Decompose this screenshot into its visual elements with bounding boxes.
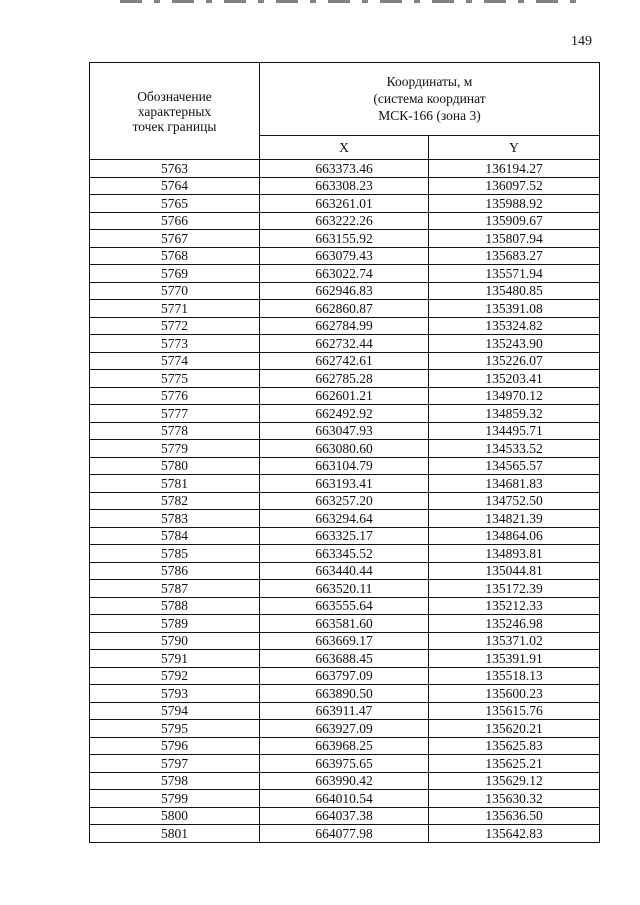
y-coordinate-cell: 135212.33 — [429, 597, 600, 615]
table-row — [90, 510, 600, 528]
y-coordinate-cell: 135683.27 — [429, 247, 600, 265]
table-row — [90, 475, 600, 493]
x-coordinate-cell: 663990.42 — [260, 772, 429, 790]
y-coordinate-cell: 134859.32 — [429, 405, 600, 423]
point-id-cell: 5767 — [90, 230, 260, 248]
x-coordinate-cell: 663927.09 — [260, 720, 429, 738]
table-body — [90, 160, 600, 843]
point-id-cell: 5778 — [90, 422, 260, 440]
x-coordinate-cell: 663520.11 — [260, 580, 429, 598]
table-row — [90, 212, 600, 230]
y-coordinate-cell: 135243.90 — [429, 335, 600, 353]
table-row — [90, 247, 600, 265]
y-coordinate-cell: 134970.12 — [429, 387, 600, 405]
point-id-cell: 5780 — [90, 457, 260, 475]
y-coordinate-cell: 135480.85 — [429, 282, 600, 300]
point-id-cell: 5787 — [90, 580, 260, 598]
table-row — [90, 265, 600, 283]
table-row — [90, 737, 600, 755]
x-coordinate-cell: 663104.79 — [260, 457, 429, 475]
table-row — [90, 597, 600, 615]
point-id-cell: 5772 — [90, 317, 260, 335]
point-id-cell: 5796 — [90, 737, 260, 755]
x-coordinate-cell: 662784.99 — [260, 317, 429, 335]
y-coordinate-cell: 135571.94 — [429, 265, 600, 283]
point-id-cell: 5764 — [90, 177, 260, 195]
table-row — [90, 492, 600, 510]
table-row — [90, 405, 600, 423]
table-row — [90, 807, 600, 825]
point-id-cell: 5765 — [90, 195, 260, 213]
x-coordinate-cell: 663911.47 — [260, 702, 429, 720]
table-row — [90, 632, 600, 650]
point-id-cell: 5801 — [90, 825, 260, 843]
table-row — [90, 580, 600, 598]
point-id-cell: 5776 — [90, 387, 260, 405]
table-row — [90, 230, 600, 248]
table-row — [90, 282, 600, 300]
table-row — [90, 177, 600, 195]
x-coordinate-cell: 662601.21 — [260, 387, 429, 405]
point-id-cell: 5779 — [90, 440, 260, 458]
point-id-cell: 5789 — [90, 615, 260, 633]
x-coordinate-cell: 664037.38 — [260, 807, 429, 825]
header-point-designation: Обозначение характерных точек границы — [90, 63, 260, 160]
table-row — [90, 457, 600, 475]
point-id-cell: 5775 — [90, 370, 260, 388]
y-coordinate-cell: 134565.57 — [429, 457, 600, 475]
x-coordinate-cell: 663325.17 — [260, 527, 429, 545]
x-coordinate-cell: 663890.50 — [260, 685, 429, 703]
x-coordinate-cell: 663345.52 — [260, 545, 429, 563]
table-row — [90, 772, 600, 790]
y-coordinate-cell: 135391.91 — [429, 650, 600, 668]
x-coordinate-cell: 662860.87 — [260, 300, 429, 318]
point-id-cell: 5763 — [90, 160, 260, 178]
scan-top-border — [120, 0, 580, 3]
table-row — [90, 545, 600, 563]
point-id-cell: 5795 — [90, 720, 260, 738]
x-coordinate-cell: 663079.43 — [260, 247, 429, 265]
point-id-cell: 5797 — [90, 755, 260, 773]
table-row — [90, 300, 600, 318]
y-coordinate-cell: 136194.27 — [429, 160, 600, 178]
y-coordinate-cell: 135615.76 — [429, 702, 600, 720]
table-row — [90, 562, 600, 580]
y-coordinate-cell: 135203.41 — [429, 370, 600, 388]
x-coordinate-cell: 663257.20 — [260, 492, 429, 510]
point-id-cell: 5771 — [90, 300, 260, 318]
y-coordinate-cell: 135044.81 — [429, 562, 600, 580]
table-row — [90, 422, 600, 440]
table-row — [90, 335, 600, 353]
y-coordinate-cell: 134893.81 — [429, 545, 600, 563]
x-coordinate-cell: 663222.26 — [260, 212, 429, 230]
table-row — [90, 370, 600, 388]
x-coordinate-cell: 662732.44 — [260, 335, 429, 353]
table-row — [90, 825, 600, 843]
y-coordinate-cell: 135909.67 — [429, 212, 600, 230]
x-coordinate-cell: 663193.41 — [260, 475, 429, 493]
point-id-cell: 5793 — [90, 685, 260, 703]
x-coordinate-cell: 663688.45 — [260, 650, 429, 668]
table-row — [90, 352, 600, 370]
point-id-cell: 5784 — [90, 527, 260, 545]
table-row — [90, 317, 600, 335]
x-coordinate-cell: 662742.61 — [260, 352, 429, 370]
point-id-cell: 5792 — [90, 667, 260, 685]
y-coordinate-cell: 134681.83 — [429, 475, 600, 493]
header-coordinates: Координаты, м (система координат МСК-166 (зона 3) — [260, 63, 600, 136]
table-row — [90, 650, 600, 668]
point-id-cell: 5770 — [90, 282, 260, 300]
x-coordinate-cell: 662946.83 — [260, 282, 429, 300]
point-id-cell: 5769 — [90, 265, 260, 283]
y-coordinate-cell: 135807.94 — [429, 230, 600, 248]
table-row — [90, 702, 600, 720]
header-y: Y — [429, 135, 600, 159]
y-coordinate-cell: 135324.82 — [429, 317, 600, 335]
y-coordinate-cell: 134533.52 — [429, 440, 600, 458]
y-coordinate-cell: 135620.21 — [429, 720, 600, 738]
x-coordinate-cell: 663797.09 — [260, 667, 429, 685]
y-coordinate-cell: 135172.39 — [429, 580, 600, 598]
point-id-cell: 5766 — [90, 212, 260, 230]
table-row — [90, 160, 600, 178]
y-coordinate-cell: 135629.12 — [429, 772, 600, 790]
point-id-cell: 5785 — [90, 545, 260, 563]
header-x: X — [260, 135, 429, 159]
table-row — [90, 667, 600, 685]
y-coordinate-cell: 135625.21 — [429, 755, 600, 773]
y-coordinate-cell: 135642.83 — [429, 825, 600, 843]
x-coordinate-cell: 663294.64 — [260, 510, 429, 528]
coordinates-table — [89, 62, 600, 843]
x-coordinate-cell: 663080.60 — [260, 440, 429, 458]
point-id-cell: 5782 — [90, 492, 260, 510]
x-coordinate-cell: 663047.93 — [260, 422, 429, 440]
x-coordinate-cell: 664010.54 — [260, 790, 429, 808]
table-row — [90, 755, 600, 773]
y-coordinate-cell: 134821.39 — [429, 510, 600, 528]
y-coordinate-cell: 134495.71 — [429, 422, 600, 440]
point-id-cell: 5791 — [90, 650, 260, 668]
point-id-cell: 5799 — [90, 790, 260, 808]
y-coordinate-cell: 136097.52 — [429, 177, 600, 195]
point-id-cell: 5781 — [90, 475, 260, 493]
point-id-cell: 5783 — [90, 510, 260, 528]
table-row — [90, 685, 600, 703]
y-coordinate-cell: 135630.32 — [429, 790, 600, 808]
x-coordinate-cell: 663669.17 — [260, 632, 429, 650]
point-id-cell: 5788 — [90, 597, 260, 615]
point-id-cell: 5777 — [90, 405, 260, 423]
table-row — [90, 387, 600, 405]
x-coordinate-cell: 663373.46 — [260, 160, 429, 178]
table-row — [90, 440, 600, 458]
x-coordinate-cell: 663155.92 — [260, 230, 429, 248]
y-coordinate-cell: 135988.92 — [429, 195, 600, 213]
point-id-cell: 5774 — [90, 352, 260, 370]
x-coordinate-cell: 664077.98 — [260, 825, 429, 843]
y-coordinate-cell: 135625.83 — [429, 737, 600, 755]
point-id-cell: 5800 — [90, 807, 260, 825]
point-id-cell: 5794 — [90, 702, 260, 720]
x-coordinate-cell: 663581.60 — [260, 615, 429, 633]
point-id-cell: 5798 — [90, 772, 260, 790]
x-coordinate-cell: 663968.25 — [260, 737, 429, 755]
table-row — [90, 195, 600, 213]
x-coordinate-cell: 662785.28 — [260, 370, 429, 388]
y-coordinate-cell: 134752.50 — [429, 492, 600, 510]
x-coordinate-cell: 663022.74 — [260, 265, 429, 283]
x-coordinate-cell: 663555.64 — [260, 597, 429, 615]
y-coordinate-cell: 135636.50 — [429, 807, 600, 825]
x-coordinate-cell: 662492.92 — [260, 405, 429, 423]
y-coordinate-cell: 135246.98 — [429, 615, 600, 633]
point-id-cell: 5786 — [90, 562, 260, 580]
point-id-cell: 5790 — [90, 632, 260, 650]
point-id-cell: 5773 — [90, 335, 260, 353]
table-row — [90, 790, 600, 808]
y-coordinate-cell: 135600.23 — [429, 685, 600, 703]
x-coordinate-cell: 663975.65 — [260, 755, 429, 773]
table-row — [90, 615, 600, 633]
table-row — [90, 720, 600, 738]
point-id-cell: 5768 — [90, 247, 260, 265]
page-number: 149 — [571, 34, 592, 49]
x-coordinate-cell: 663308.23 — [260, 177, 429, 195]
y-coordinate-cell: 135518.13 — [429, 667, 600, 685]
y-coordinate-cell: 134864.06 — [429, 527, 600, 545]
y-coordinate-cell: 135371.02 — [429, 632, 600, 650]
x-coordinate-cell: 663440.44 — [260, 562, 429, 580]
y-coordinate-cell: 135391.08 — [429, 300, 600, 318]
table-row — [90, 527, 600, 545]
x-coordinate-cell: 663261.01 — [260, 195, 429, 213]
y-coordinate-cell: 135226.07 — [429, 352, 600, 370]
